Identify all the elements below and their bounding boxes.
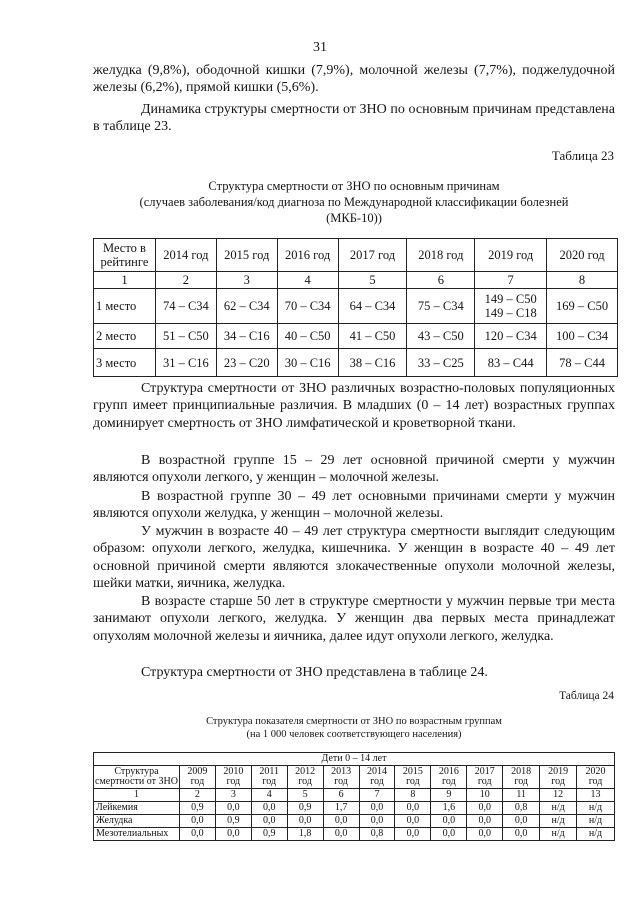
table24-row	[94, 815, 615, 828]
table24-cell: 0,8	[359, 828, 395, 841]
table23-cell: 75 – С34	[407, 289, 475, 324]
table23-cell: 30 – С16	[277, 349, 338, 377]
table24-cell: 0,0	[467, 828, 503, 841]
table24-cell: н/д	[577, 815, 615, 828]
table23-cell: 31 – С16	[155, 349, 216, 377]
table24-col-number: 10	[467, 789, 503, 802]
table24-year-word: год	[334, 776, 348, 787]
table24-year-word: год	[406, 776, 420, 787]
table24	[93, 752, 615, 841]
table24-year-word: год	[226, 776, 241, 787]
body-paragraph: Структура смертности от ЗНО представлена в таблице 24.	[141, 665, 488, 680]
table23-cell	[475, 289, 547, 324]
table23-cell-line: 149 – С50	[484, 292, 537, 306]
table23-col-number: 8	[547, 272, 618, 289]
table24-year: 2018	[511, 766, 532, 777]
table24-col-number: 7	[359, 789, 395, 802]
body-paragraph: В возрасте старше 50 лет в структуре смертности у мужчин первые три места занимают опухоли легкого, желудка. У женщин два первых места принадлежат опухолям молочной железы и яичника, далее идут опухоли легкого, желудка.	[93, 594, 615, 644]
intro-paragraph: желудка (9,8%), ободочной кишки (7,9%), молочной железы (7,7%), поджелудочной железы (6,2%), прямой кишки (5,6%).	[93, 63, 615, 96]
table24-label: Таблица 24	[559, 690, 614, 702]
table24-col-number: 6	[323, 789, 359, 802]
table23-col-number: 7	[475, 272, 547, 289]
table23-header-cell: 2019 год	[475, 239, 547, 272]
page-number: 31	[313, 40, 327, 55]
table23-cell: 83 – С44	[475, 349, 547, 377]
table23-header-cell: 2015 год	[216, 239, 277, 272]
table24-cell: 1,6	[431, 802, 467, 815]
table24-cell: 1,8	[287, 828, 323, 841]
table24-cell: 0,0	[251, 802, 287, 815]
table23-cell: 51 – С50	[155, 324, 216, 349]
table23-header-cell: 2020 год	[547, 239, 618, 272]
table24-col-number: 3	[215, 789, 251, 802]
table23-place: 3 место	[94, 349, 156, 377]
table24-cell: 0,0	[431, 828, 467, 841]
table23-caption-line: (случаев заболевания/код диагноза по Международной классификации болезней	[139, 195, 569, 209]
table24-col-number: 8	[395, 789, 431, 802]
table24-year-cell	[431, 766, 467, 789]
table24-year-cell	[251, 766, 287, 789]
table24-year-cell	[577, 766, 615, 789]
table24-caption-line: Структура показателя смертности от ЗНО по возрастным группам	[206, 716, 502, 727]
table24-cell: 0,0	[395, 815, 431, 828]
table24-cell: 0,0	[467, 815, 503, 828]
table24-cell: 0,0	[323, 815, 359, 828]
table24-header-row	[94, 766, 615, 789]
table24-cell: 0,9	[287, 802, 323, 815]
table24-group-row	[94, 753, 615, 766]
table24-year: 2011	[259, 766, 280, 777]
table24-row-name: Мезотелиальных	[94, 828, 180, 841]
table23-cell: 169 – С50	[547, 289, 618, 324]
table24-year-cell	[179, 766, 215, 789]
body-paragraph: У мужчин в возрасте 40 – 49 лет структура смертности выглядит следующим образом: опухоли легкого, желудка, кишечника. У женщин в возрасте 40 – 49 лет основной причиной смерти являются злокачественные опухоли молочной железы, шейки матки, яичника, желудка.	[93, 524, 615, 592]
table24-cell: 0,0	[215, 802, 251, 815]
table23-col-number: 3	[216, 272, 277, 289]
table23-cell: 33 – С25	[407, 349, 475, 377]
table23-caption-line: (МКБ-10))	[326, 211, 382, 225]
table23-label: Таблица 23	[551, 148, 614, 163]
table23-col-number: 2	[155, 272, 216, 289]
table24-col-number: 11	[503, 789, 540, 802]
table23-cell: 70 – С34	[277, 289, 338, 324]
table24-cell: 0,0	[503, 828, 540, 841]
table23-cell: 23 – С20	[216, 349, 277, 377]
table23-header-row	[94, 239, 618, 272]
table24-year: 2013	[331, 766, 352, 777]
table24-year-cell	[323, 766, 359, 789]
table24-cell: н/д	[577, 828, 615, 841]
table23-cell: 40 – С50	[277, 324, 338, 349]
table24-cell: 0,0	[251, 815, 287, 828]
table24-cell: 0,0	[287, 815, 323, 828]
table24-cell: 0,9	[251, 828, 287, 841]
table24-year-word: год	[190, 776, 205, 787]
table24-header-label: Структура смертности от ЗНО	[95, 766, 178, 787]
table24-year-cell	[215, 766, 251, 789]
table23-cell: 62 – С34	[216, 289, 277, 324]
table23-header-cell: Место в рейтинге	[94, 239, 156, 272]
table24-cell: 0,0	[179, 828, 215, 841]
table24-year: 2012	[295, 766, 316, 777]
body-paragraph: Структура смертности от ЗНО различных возрастно-половых популяционных групп имеет принципиальные различия. В младших (0 – 14 лет) возрастных группах доминирует смертность от ЗНО лимфатической и кроветворной ткани.	[93, 381, 615, 431]
table23-cell: 34 – С16	[216, 324, 277, 349]
table24-cell: 0,9	[215, 815, 251, 828]
table24-caption-line: (на 1 000 человек соответствующего населения)	[246, 729, 462, 740]
table24-col-number: 2	[179, 789, 215, 802]
table24-year: 2009	[187, 766, 208, 777]
table24-col-number: 1	[94, 789, 180, 802]
table23-header-cell: 2014 год	[155, 239, 216, 272]
table23-caption-line: Структура смертности от ЗНО по основным причинам	[208, 179, 500, 193]
table23-place: 2 место	[94, 324, 156, 349]
table24-year-cell	[503, 766, 540, 789]
table24-year-word: год	[262, 776, 277, 787]
table23-cell: 120 – С34	[475, 324, 547, 349]
table24-year-word: год	[477, 776, 492, 787]
table24-col-number: 9	[431, 789, 467, 802]
table23-cell: 100 – С34	[547, 324, 618, 349]
table24-cell: 0,0	[215, 828, 251, 841]
table24-year: 2010	[223, 766, 244, 777]
table24-year-cell	[540, 766, 577, 789]
table24-year-word: год	[514, 776, 528, 787]
table24-row	[94, 828, 615, 841]
table23-row	[94, 349, 618, 377]
table24-cell: 0,0	[431, 815, 467, 828]
table23	[93, 238, 618, 377]
table23-header-cell: 2018 год	[407, 239, 475, 272]
table23-cell: 64 – С34	[338, 289, 407, 324]
table23-cell: 38 – С16	[338, 349, 407, 377]
table24-cell: 1,7	[323, 802, 359, 815]
table23-cell: 43 – С50	[407, 324, 475, 349]
table24-year-cell	[395, 766, 431, 789]
table24-row	[94, 802, 615, 815]
table24-cell: 0,0	[179, 815, 215, 828]
table24-year: 2015	[402, 766, 423, 777]
table24-cell: н/д	[540, 802, 577, 815]
table24-group-title: Дети 0 – 14 лет	[94, 753, 615, 766]
table24-col-number: 4	[251, 789, 287, 802]
table24-cell: н/д	[540, 815, 577, 828]
table23-row	[94, 324, 618, 349]
table23-row	[94, 289, 618, 324]
table24-year: 2020	[585, 766, 606, 777]
table24-cell: 0,0	[323, 828, 359, 841]
table23-caption	[93, 178, 615, 226]
table24-cell: 0,9	[179, 802, 215, 815]
table24-cell: 0,0	[395, 828, 431, 841]
table23-place: 1 место	[94, 289, 156, 324]
table23-col-number: 4	[277, 272, 338, 289]
table24-column-number-row	[94, 789, 615, 802]
table24-year-cell	[287, 766, 323, 789]
table24-cell: 0,8	[503, 802, 540, 815]
table24-cell: 0,0	[503, 815, 540, 828]
table24-row-name: Желудка	[94, 815, 180, 828]
table24-col-number: 5	[287, 789, 323, 802]
table24-year: 2019	[548, 766, 569, 777]
table24-caption	[93, 715, 615, 741]
dynamics-paragraph: Динамика структуры смертности от ЗНО по основным причинам представлена в таблице 23.	[93, 102, 615, 135]
table24-year-cell	[467, 766, 503, 789]
table23-header-cell: 2017 год	[338, 239, 407, 272]
table23-cell: 78 – С44	[547, 349, 618, 377]
table24-year-word: год	[298, 776, 312, 787]
table24-cell: 0,0	[467, 802, 503, 815]
table24-col-number: 13	[577, 789, 615, 802]
table24-year-word: год	[551, 776, 565, 787]
table24-row-name: Лейкемия	[94, 802, 180, 815]
table23-col-number: 5	[338, 272, 407, 289]
table23-cell: 41 – С50	[338, 324, 407, 349]
body-paragraph: В возрастной группе 30 – 49 лет основными причинами смерти у мужчин являются опухоли желудка, у женщин – молочной железы.	[93, 489, 615, 522]
table23-cell: 74 – С34	[155, 289, 216, 324]
table23-header-cell: 2016 год	[277, 239, 338, 272]
table24-cell: 0,0	[395, 802, 431, 815]
table23-col-number: 1	[94, 272, 156, 289]
table24-cell: н/д	[577, 802, 615, 815]
table24-cell: 0,0	[359, 802, 395, 815]
table24-col-number: 12	[540, 789, 577, 802]
table24-cell: н/д	[540, 828, 577, 841]
table23-col-number: 6	[407, 272, 475, 289]
table24-year: 2017	[474, 766, 495, 777]
table24-year-word: год	[442, 776, 456, 787]
table23-column-number-row	[94, 272, 618, 289]
table24-year-cell	[359, 766, 395, 789]
table24-cell: 0,0	[359, 815, 395, 828]
table23-cell-line: 149 – С18	[484, 306, 537, 320]
body-paragraph: В возрастной группе 15 – 29 лет основной причиной смерти у мужчин являются опухоли легкого, у женщин – молочной железы.	[93, 453, 615, 486]
table24-year-word: год	[370, 776, 384, 787]
table24-year: 2016	[438, 766, 459, 777]
table24-year: 2014	[366, 766, 387, 777]
table24-year-word: год	[588, 776, 603, 787]
